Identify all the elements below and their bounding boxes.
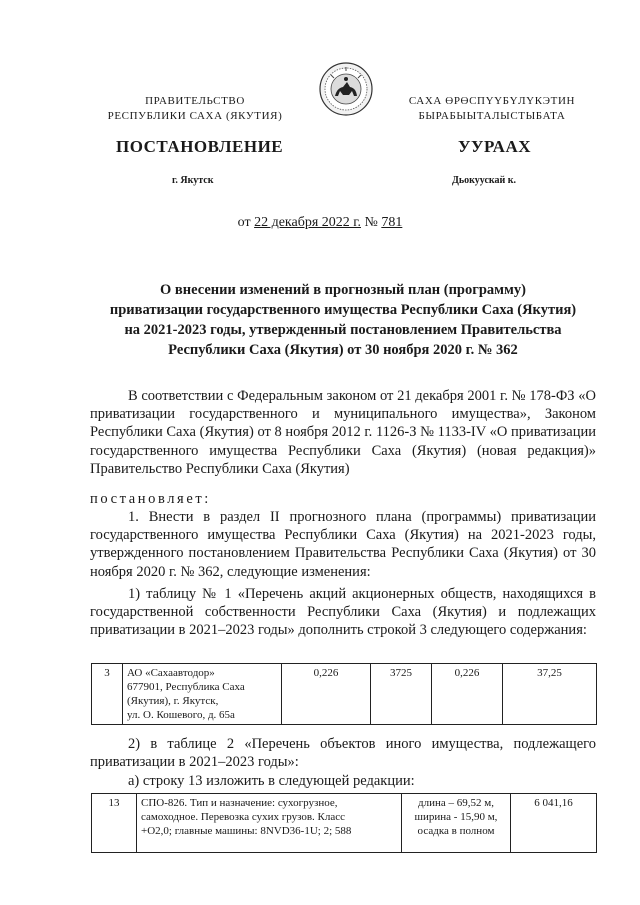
header-right-line1: САХА ӨРӨСПҮҮБҮЛҮКЭТИН <box>408 95 576 107</box>
title-line: Республики Саха (Якутия) от 30 ноября 2020 г. № 362 <box>168 342 518 358</box>
document-title <box>90 280 596 360</box>
city-sah: Дьокуускай к. <box>452 175 517 186</box>
dimensions-line: длина – 69,52 м, <box>418 797 494 809</box>
date-line <box>0 215 640 231</box>
header-left-line1: ПРАВИТЕЛЬСТВО <box>145 95 245 107</box>
doc-type-sah: УУРААХ <box>458 137 531 156</box>
company-line: АО «Сахаавтодор» <box>127 667 215 679</box>
header-right-line2: БЫРАБЫЫТАЛЫСТЫБАТА <box>418 110 566 122</box>
city-ru: г. Якутск <box>172 175 214 186</box>
cell-share-count: 3725 <box>371 664 432 725</box>
company-line: (Якутия), г. Якутск, <box>127 695 219 707</box>
title-line: приватизации государственного имущества Республики Саха (Якутия) <box>109 302 577 318</box>
cell-num: 13 <box>92 794 137 853</box>
title-line: О внесении изменений в прогнозный план (программу) <box>160 282 526 298</box>
paragraph-subitem-a: а) строку 13 изложить в следующей редакции: <box>128 773 415 789</box>
paragraph-preamble: В соответствии с Федеральным законом от 21 декабря 2001 г. № 178-ФЗ «О приватизации государственного и муниципального имущества», Законом Республики Саха (Якутия) от 8 ноября 2012 г. 1126-З № 1133-IV «О приватизации государственного имущества Республики Саха (Якутия) (новая редакция)» Правительство Республики Саха (Якутия) <box>90 388 596 477</box>
company-line: ул. О. Кошевого, д. 65а <box>127 709 235 721</box>
table-row <box>92 664 597 725</box>
header-right-block <box>387 94 597 124</box>
cell-num: 3 <box>92 664 123 725</box>
coat-of-arms-emblem-icon <box>319 62 373 116</box>
company-line: 677901, Республика Саха <box>127 681 245 693</box>
description-line: СПО-826. Тип и назначение: сухогрузное, <box>141 797 338 809</box>
cell-company <box>123 664 282 725</box>
doc-type-ru: ПОСТАНОВЛЕНИЕ <box>116 137 284 156</box>
date-value: 22 декабря 2022 г. <box>254 215 361 230</box>
table-property <box>91 793 597 853</box>
number-prefix: № <box>364 215 378 230</box>
cell-description <box>137 794 402 853</box>
title-line: на 2021-2023 годы, утвержденный постановлением Правительства <box>124 322 562 338</box>
description-line: +О2,0; главные машины: 8NVD36-1U; 2; 588 <box>141 825 352 837</box>
date-prefix: от <box>237 215 251 230</box>
table-shares <box>91 663 597 725</box>
paragraph-item-1: 1. Внести в раздел II прогнозного плана (программы) приватизации государственного имущества Республики Саха (Якутия) на 2021-2023 годы, утвержденного постановлением Правительства Республики Саха (Якутия) от 30 ноября 2020 г. № 362, следующие изменения: <box>90 509 596 580</box>
dimensions-line: ширина - 15,90 м, <box>414 811 498 823</box>
description-line: самоходное. Перевозка сухих грузов. Класс <box>141 811 346 823</box>
cell-share-percent: 0,226 <box>282 664 371 725</box>
doc-number: 781 <box>381 215 403 230</box>
cell-amount: 37,25 <box>503 664 597 725</box>
paragraph-subitem-2: 2) в таблице 2 «Перечень объектов иного имущества, подлежащего приватизации в 2021–2023 годы»: <box>90 736 596 771</box>
cell-dimensions <box>402 794 511 853</box>
cell-share-value: 0,226 <box>432 664 503 725</box>
header-left-line2: РЕСПУБЛИКИ САХА (ЯКУТИЯ) <box>107 110 283 122</box>
dimensions-line: осадка в полном <box>417 825 495 837</box>
resolves-word: постановляет: <box>90 491 211 507</box>
paragraph-subitem-1: 1) таблицу № 1 «Перечень акций акционерных обществ, находящихся в государственной собственности Республики Саха (Якутия) и подлежащих приватизации в 2021–2023 годы» дополнить строкой 3 следующего содержания: <box>90 586 596 639</box>
header-left-block <box>95 94 295 124</box>
paragraph-resolves <box>90 490 596 508</box>
table-row <box>92 794 597 853</box>
cell-value: 6 041,16 <box>511 794 597 853</box>
